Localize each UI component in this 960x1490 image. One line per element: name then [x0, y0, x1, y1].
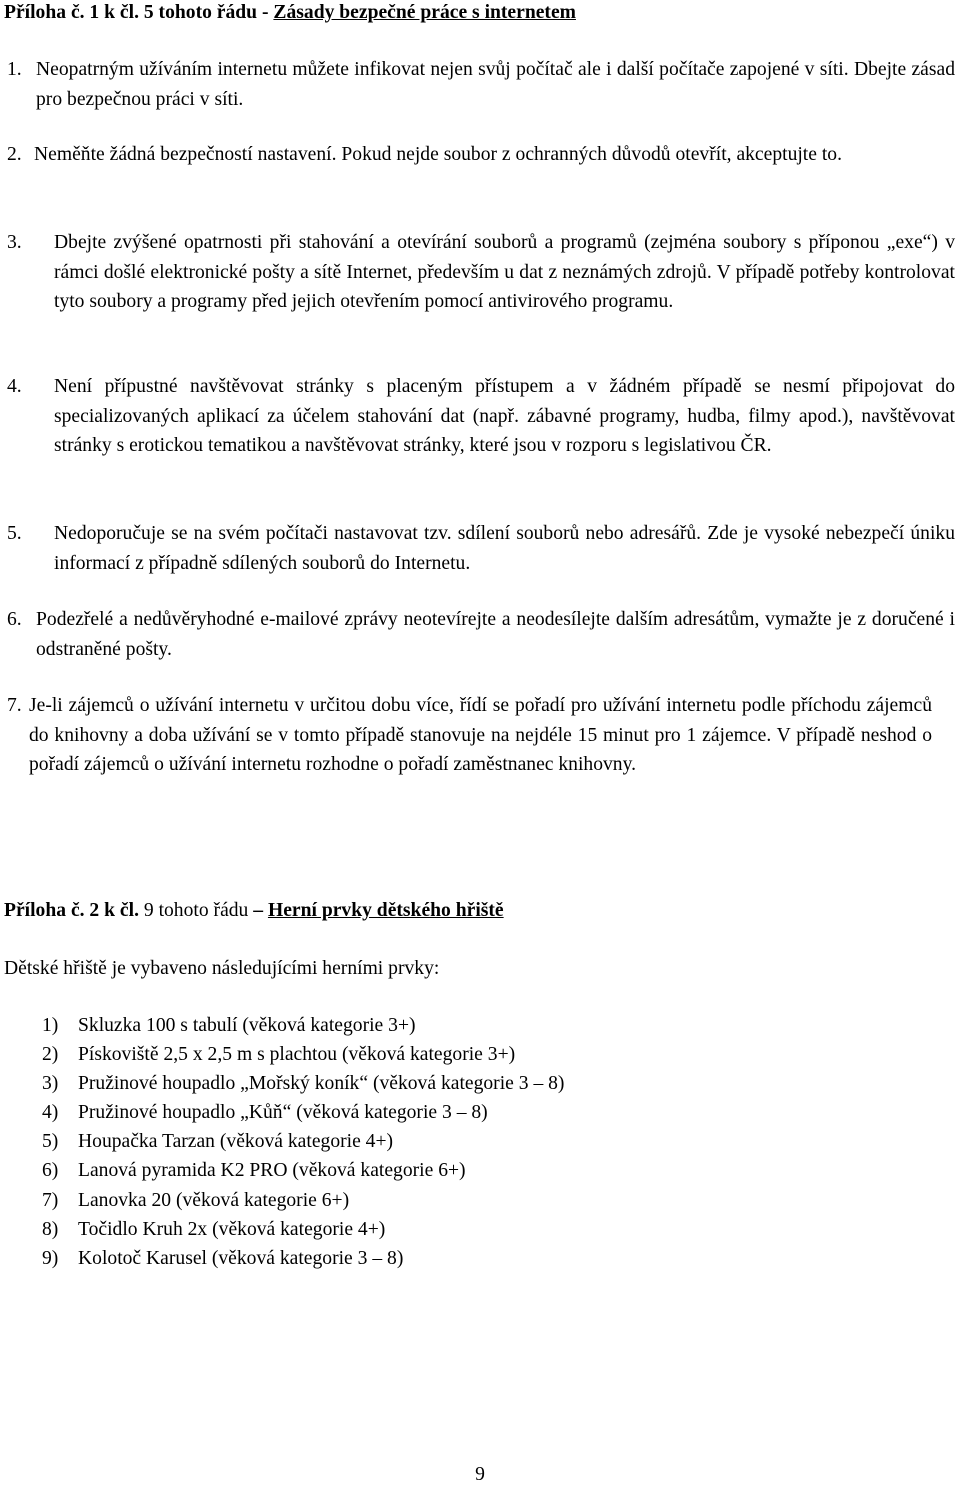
rule-number: 7. — [7, 695, 22, 716]
rule-item-1 — [7, 55, 955, 114]
rule-item-3 — [7, 228, 955, 317]
rule-text: Podezřelé a nedůvěryhodné e-mailové zprávy neotevírejte a neodesílejte dalším adresátům, vymažte je z doručené i odstraněné pošty. — [36, 609, 955, 660]
list-item: 3) Pružinové houpadlo „Mořský koník“ (věková kategorie 3 – 8) — [42, 1073, 565, 1095]
list-item: 2) Pískoviště 2,5 x 2,5 m s plachtou (věková kategorie 3+) — [42, 1044, 516, 1066]
rule-text: Není přípustné navštěvovat stránky s placeným přístupem a v žádném případě se nesmí připojovat do specializovaných aplikací za účelem stahování dat (např. zábavné programy, hudba, filmy apod.), navštěvovat stránky s erotickou tematikou a navštěvovat stránky, které jsou v rozporu s legislativou ČR. — [54, 376, 955, 456]
equipment-list — [42, 1011, 564, 1273]
rule-number: 4. — [7, 376, 22, 397]
annex2-intro: Dětské hřiště je vybaveno následujícími herními prvky: — [4, 958, 440, 979]
rule-number: 2. — [7, 144, 22, 165]
list-item: 4) Pružinové houpadlo „Kůň“ (věková kategorie 3 – 8) — [42, 1102, 488, 1124]
rule-number: 6. — [7, 609, 22, 630]
list-item: 9) Kolotoč Karusel (věková kategorie 3 – 8) — [42, 1247, 404, 1269]
rule-item-2 — [7, 140, 937, 170]
page-number: 9 — [475, 1464, 485, 1485]
list-item: 5) Houpačka Tarzan (věková kategorie 4+) — [42, 1131, 394, 1153]
list-item: 1) Skluzka 100 s tabulí (věková kategorie 3+) — [42, 1015, 416, 1036]
rule-text: Neopatrným užíváním internetu můžete infikovat nejen svůj počítač ale i další počítače zapojené v síti. Dbejte zásad pro bezpečnou práci v síti. — [36, 59, 955, 110]
rule-number: 3. — [7, 232, 22, 253]
annex1-heading — [4, 0, 576, 28]
rule-item-4 — [7, 372, 955, 461]
annex2-heading-normal: 9 tohoto řádu — [143, 900, 249, 921]
rule-item-5 — [7, 519, 955, 578]
list-item: 7) Lanovka 20 (věková kategorie 6+) — [42, 1189, 350, 1211]
list-item: 6) Lanová pyramida K2 PRO (věková kategorie 6+) — [42, 1160, 466, 1182]
rule-number: 1. — [7, 59, 22, 80]
rule-text: Je-li zájemců o užívání internetu v určitou dobu více, řídí se pořadí pro užívání internetu podle příchodu zájemců do knihovny a doba užívání se v tomto případě stanovuje na nejdéle 15 minut pro 1 zájemce. V případě neshod o pořadí zájemců o užívání internetu rozhodne o pořadí zaměstnanec knihovny. — [29, 695, 932, 775]
annex1-heading-underlined: Zásady bezpečné práce s internetem — [273, 2, 576, 23]
annex2-heading-dash: – — [248, 900, 268, 921]
annex1-heading-bold: Příloha č. 1 k čl. 5 tohoto řádu - — [4, 2, 274, 23]
annex2-heading-bold: Příloha č. 2 k čl. — [4, 900, 144, 921]
list-item: 8) Točidlo Kruh 2x (věková kategorie 4+) — [42, 1218, 386, 1240]
rule-number: 5. — [7, 523, 22, 544]
rule-text: Nedoporučuje se na svém počítači nastavovat tzv. sdílení souborů nebo adresářů. Zde je vysoké nebezpečí úniku informací z případně sdílených souborů do Internetu. — [54, 523, 955, 574]
rule-text: Dbejte zvýšené opatrnosti při stahování a otevírání souborů a programů (zejména soubory s příponou „exe“) v rámci došlé elektronické pošty a sítě Internet, především u dat z neznámých zdrojů. V případě potřeby kontrolovat tyto soubory a programy před jejich otevřením pomocí antivirového programu. — [54, 232, 955, 312]
rule-item-6 — [7, 605, 955, 664]
rule-text: Neměňte žádná bezpečností nastavení. Pokud nejde soubor z ochranných důvodů otevřít, akceptujte to. — [34, 144, 842, 165]
annex2-heading — [4, 896, 504, 926]
rule-item-7 — [7, 691, 932, 780]
annex2-heading-underlined: Herní prvky dětského hřiště — [267, 900, 504, 921]
